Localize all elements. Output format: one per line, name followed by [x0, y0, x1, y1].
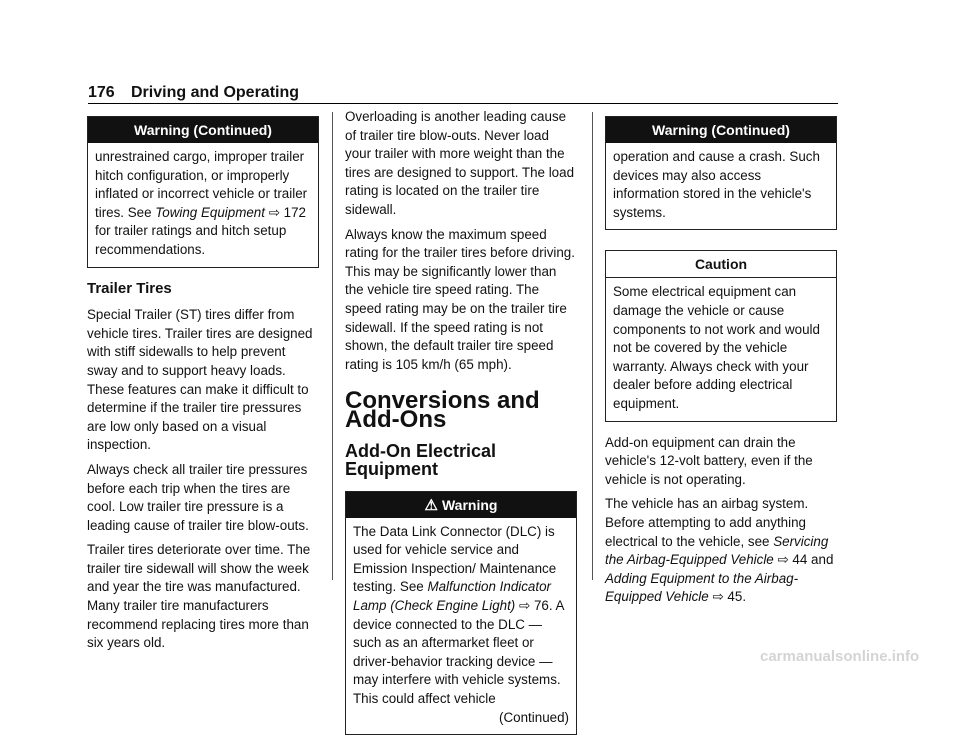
column-divider-2 [592, 112, 593, 580]
paragraph: Special Trailer (ST) tires differ from vehicle tires. Trailer tires are designed with stiff sidewalls to help prevent sway and to support heavy loads. These features can make it difficult to determine if the trailer tire pressures are low only based on a visual inspection. [87, 307, 313, 453]
warning-body [88, 143, 318, 267]
servicing-airbag-link[interactable]: Servicing the Airbag-Equipped Vehicle [605, 533, 829, 568]
page-number: 176 [88, 84, 115, 101]
continued-label: (Continued) [499, 709, 569, 725]
page-ref[interactable]: ⇨ 76 [519, 598, 549, 614]
warning-title: Warning (Continued) [88, 117, 318, 143]
page-ref[interactable]: ⇨ 45 [712, 589, 743, 605]
caution-title: Caution [606, 251, 836, 278]
trailer-tires-heading: Trailer Tires [87, 279, 172, 297]
warning-box-continued [87, 116, 319, 268]
column-1 [87, 116, 319, 659]
warning-body: operation and cause a crash. Such devices may also access information stored in the vehicle's systems. [613, 149, 820, 220]
caution-box [605, 250, 837, 421]
warning-body [346, 518, 576, 735]
page-ref[interactable]: ⇨ 44 [777, 552, 808, 568]
adding-equipment-link[interactable]: Adding Equipment to the Airbag-Equipped Vehicle [605, 570, 799, 605]
column-2 [345, 108, 577, 747]
warning-text: The Data Link Connector (DLC) is used for vehicle service and Emission Inspection/ Maintenance testing. See [353, 523, 557, 595]
caution-body: Some electrical equipment can damage the vehicle or cause components to not work and would not be covered by the vehicle warranty. Always check with your dealer before adding electrical equipment. [613, 284, 820, 411]
paragraph: Overloading is another leading cause of trailer tire blow-outs. Never load your trailer with more weight than the tires are designed to support. The load rating is located on the trailer tire sidewall. [345, 109, 575, 217]
warning-text-end: for trailer ratings and hitch setup recommendations. [95, 223, 287, 257]
column-3 [605, 116, 837, 613]
mil-link[interactable]: Malfunction Indicator Lamp (Check Engine Light) [353, 579, 552, 614]
text: and [807, 552, 834, 568]
conversions-heading: Conversions and Add-Ons [345, 387, 540, 433]
watermark: carmanualsonline.info [760, 648, 920, 665]
warning-text-end: . A device connected to the DLC — such as an aftermarket fleet or driver-behavior tracking device — may interfere with vehicle systems. This could affect vehicle [353, 598, 564, 707]
warning-box [345, 491, 577, 736]
add-on-electrical-heading: Add-On Electrical Equipment [345, 440, 497, 480]
paragraph: Trailer tires deteriorate over time. The trailer tire sidewall will show the week and year the tire was manufactured. Many trailer tire manufacturers recommend replacing tires more than six years old. [87, 542, 311, 651]
warning-box-continued [605, 116, 837, 230]
text: . [742, 589, 747, 605]
towing-equipment-link[interactable]: Towing Equipment [155, 204, 265, 220]
warning-header [346, 492, 576, 518]
page-ref[interactable]: ⇨ 172 [268, 204, 307, 220]
warning-triangle-icon: ⚠ [424, 496, 438, 514]
paragraph: Add-on equipment can drain the vehicle's 12-volt battery, even if the vehicle is not operating. [605, 434, 813, 487]
column-divider-1 [332, 112, 333, 580]
section-title: Driving and Operating [131, 84, 300, 101]
header-rule [88, 103, 838, 104]
text: The vehicle has an airbag system. Before attempting to add anything electrical to the vehicle, see [605, 496, 809, 549]
warning-title: Warning (Continued) [606, 117, 836, 143]
paragraph: Always know the maximum speed rating for the trailer tires before driving. This may be significantly lower than the vehicle tire speed rating. The speed rating may be on the trailer tire sidewall. If the speed rating is not shown, the default trailer tire speed rating is 105 km/h (65 mph). [345, 226, 575, 372]
paragraph: Always check all trailer tire pressures before each trip when the tires are cool. Low trailer tire pressure is a leading cause of trailer tire blow-outs. [87, 461, 309, 533]
paragraph-airbag [605, 495, 837, 607]
warning-text: unrestrained cargo, improper trailer hitch configuration, or improperly inflated or incorrect vehicle or trailer tires. See [95, 149, 308, 220]
warning-title: Warning [441, 496, 498, 513]
